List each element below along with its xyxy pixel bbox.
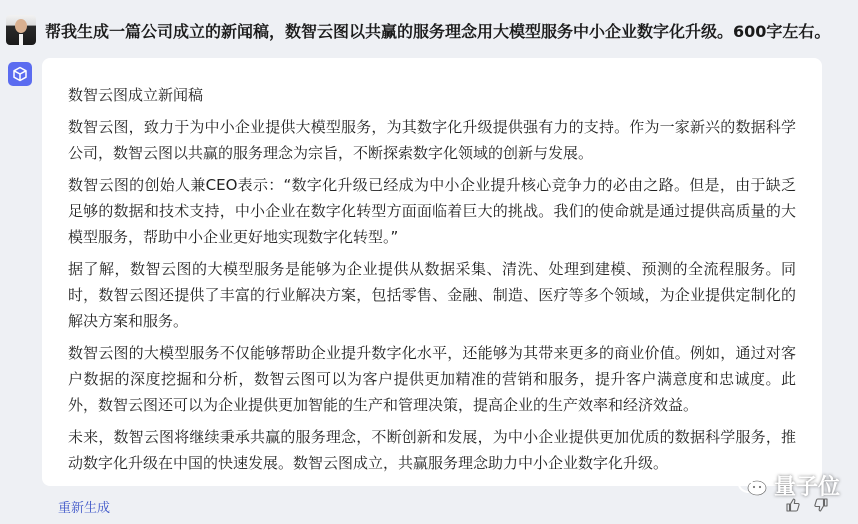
feedback-controls [784,496,830,514]
user-prompt-text: 帮我生成一篇公司成立的新闻稿，数智云图以共赢的服务理念用大模型服务中小企业数字化升级。600字左右。 [45,21,831,41]
thumbs-down-icon[interactable] [812,496,830,514]
response-card [42,58,822,486]
response-paragraph: 数智云图的大模型服务不仅能够帮助企业提升数字化水平，还能够为其带来更多的商业价值。例如，通过对客户数据的深度挖掘和分析，数智云图可以为客户提供更加精准的营销和服务，提升客户满意度和忠诚度。此外，数智云图还可以为企业提供更加智能的生产和管理决策，提高企业的生产效率和经济效益。 [68,344,796,414]
wechat-icon [738,474,768,498]
response-paragraph: 数智云图，致力于为中小企业提供大模型服务，为其数字化升级提供强有力的支持。作为一家新兴的数据科学公司，数智云图以共赢的服务理念为宗旨，不断探索数字化领域的创新与发展。 [68,118,796,162]
user-avatar [6,15,36,45]
user-message [6,14,830,46]
watermark-text: 量子位 [773,475,840,500]
response-paragraph: 据了解，数智云图的大模型服务是能够为企业提供从数据采集、清洗、处理到建模、预测的全流程服务。同时，数智云图还提供了丰富的行业解决方案，包括零售、金融、制造、医疗等多个领域，为企业提供定制化的解决方案和服务。 [68,260,796,330]
regenerate-button[interactable]: 重新生成 [58,501,111,516]
response-paragraph: 未来，数智云图将继续秉承共赢的服务理念，不断创新和发展，为中小企业提供更加优质的数据科学服务，推动数字化升级在中国的快速发展。数智云图成立，共赢服务理念助力中小企业数字化升级。 [68,428,796,472]
response-title: 数智云图成立新闻稿 [68,86,204,104]
bot-cube-icon [8,62,32,86]
response-paragraph: 数智云图的创始人兼CEO表示：“数字化升级已经成为中小企业提升核心竞争力的必由之路。但是，由于缺乏足够的数据和技术支持，中小企业在数字化转型方面面临着巨大的挑战。我们的使命就是通过提供高质量的大模型服务，帮助中小企业更好地实现数字化转型。” [68,176,796,246]
thumbs-up-icon[interactable] [784,496,802,514]
